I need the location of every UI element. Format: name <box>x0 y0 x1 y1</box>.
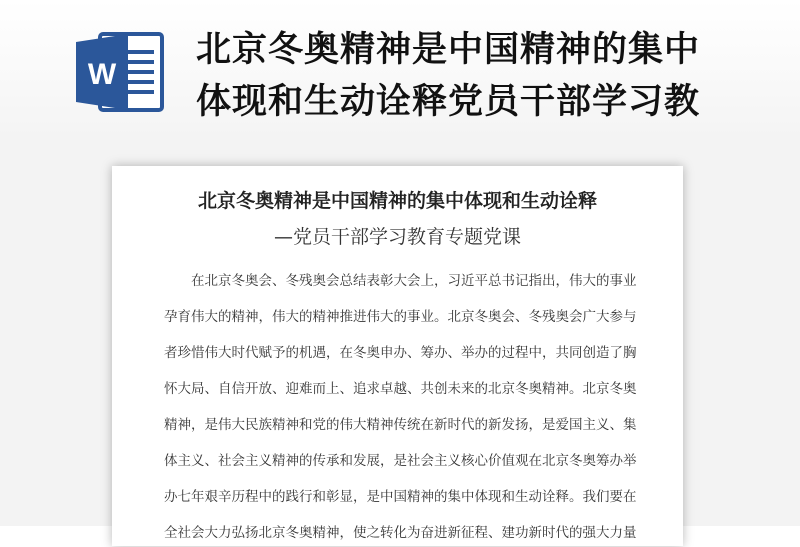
body-line: 在北京冬奥会、冬残奥会总结表彰大会上，习近平总书记指出，伟大的事业 <box>164 273 637 289</box>
body-line: 全社会大力弘扬北京冬奥精神，使之转化为奋进新征程、建功新时代的强大力量 <box>164 525 637 541</box>
body-line: 精神，是伟大民族精神和党的伟大精神传统在新时代的新发扬，是爱国主义、集 <box>164 417 637 433</box>
header-title-line1: 北京冬奥精神是中国精神的集中 <box>196 30 701 70</box>
body-line: 体主义、社会主义精神的传承和发展，是社会主义核心价值观在北京冬奥筹办举 <box>164 453 637 469</box>
document-title: 北京冬奥精神是中国精神的集中体现和生动诠释 <box>197 190 597 212</box>
body-line: 办七年艰辛历程中的践行和彰显，是中国精神的集中体现和生动诠释。我们要在 <box>164 489 637 505</box>
header-title <box>196 24 756 128</box>
document-page <box>112 166 683 546</box>
body-line: 孕育伟大的精神，伟大的精神推进伟大的事业。北京冬奥会、冬残奥会广大参与 <box>164 309 637 325</box>
header-banner <box>0 0 800 140</box>
word-document-icon <box>74 30 166 114</box>
body-line: 怀大局、自信开放、迎难而上、追求卓越、共创未来的北京冬奥精神。北京冬奥 <box>164 381 637 397</box>
document-subtitle: —党员干部学习教育专题党课 <box>273 226 521 248</box>
header-title-line2: 体现和生动诠释党员干部学习教 <box>196 82 701 122</box>
body-line: 者珍惜伟大时代赋予的机遇，在冬奥申办、筹办、举办的过程中，共同创造了胸 <box>164 345 637 361</box>
word-icon-letter: W <box>87 58 117 91</box>
